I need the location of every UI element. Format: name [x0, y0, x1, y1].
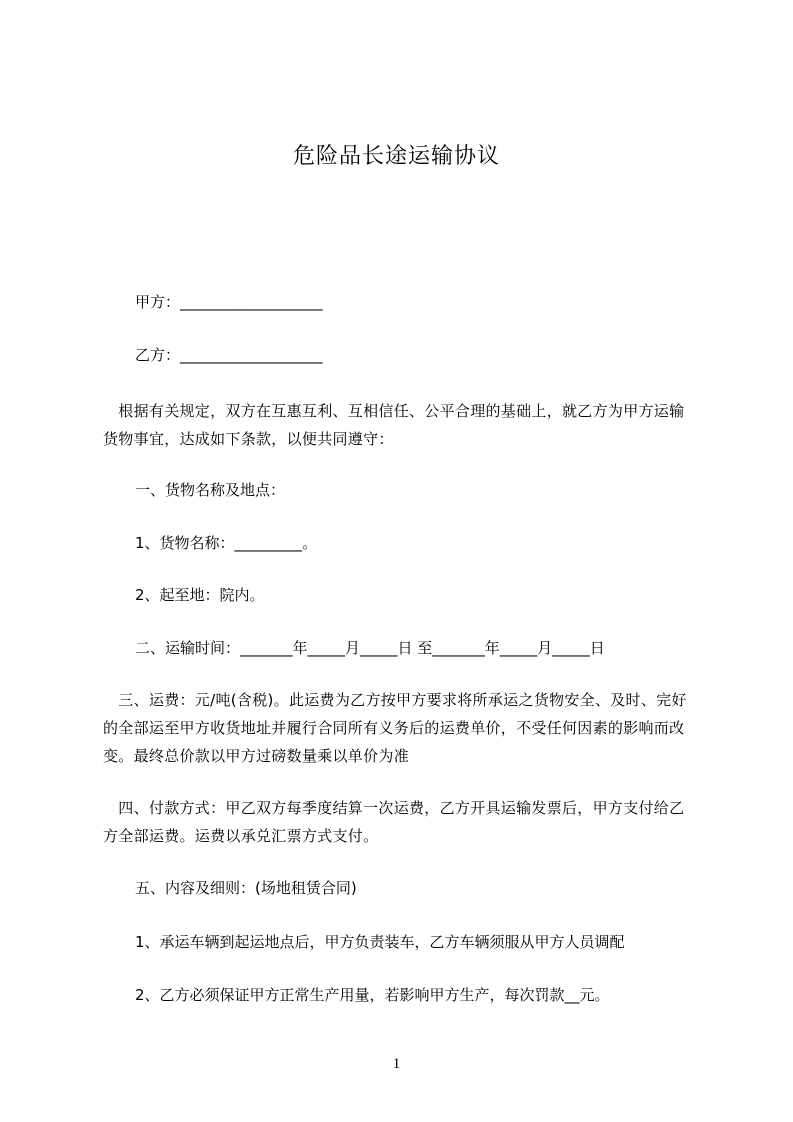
page-number: 1	[392, 1056, 401, 1072]
document-title: 危险品长途运输协议	[292, 144, 500, 169]
party-b-line: 乙方：___________________	[135, 346, 323, 364]
goods-name-line: 1、货物名称：_________。	[135, 534, 318, 552]
section-2-time: 二、运输时间：_______年_____月_____日 至_______年_____月_____日	[135, 639, 605, 657]
party-a-line: 甲方：___________________	[135, 293, 323, 311]
section-5-heading: 五、内容及细则：(场地租赁合同)	[135, 879, 357, 897]
section-1-heading: 一、货物名称及地点：	[135, 481, 286, 499]
location-line: 2、起至地：院内。	[135, 586, 265, 604]
section-5-item-2: 2、乙方必须保证甲方正常生产用量，若影响甲方生产，每次罚款__元。	[135, 986, 610, 1004]
section-4-payment-paragraph: 四、付款方式：甲乙双方每季度结算一次运费，乙方开具运输发票后，甲方支付给乙方全部运费。运费以承兑汇票方式支付。	[103, 799, 685, 845]
section-5-item-1: 1、承运车辆到起运地点后，甲方负责装车，乙方车辆须服从甲方人员调配	[135, 933, 625, 951]
section-3-fee-paragraph: 三、运费：元/吨(含税)。此运费为乙方按甲方要求将所承运之货物安全、及时、完好的全部运至甲方收货地址并履行合同所有义务后的运费单价，不受任何因素的影响而改变。最终总价款以甲方过磅数量乘以单价为准	[103, 691, 687, 765]
intro-paragraph: 根据有关规定，双方在互惠互利、互相信任、公平合理的基础上，就乙方为甲方运输货物事宜，达成如下条款，以便共同遵守：	[103, 402, 685, 448]
